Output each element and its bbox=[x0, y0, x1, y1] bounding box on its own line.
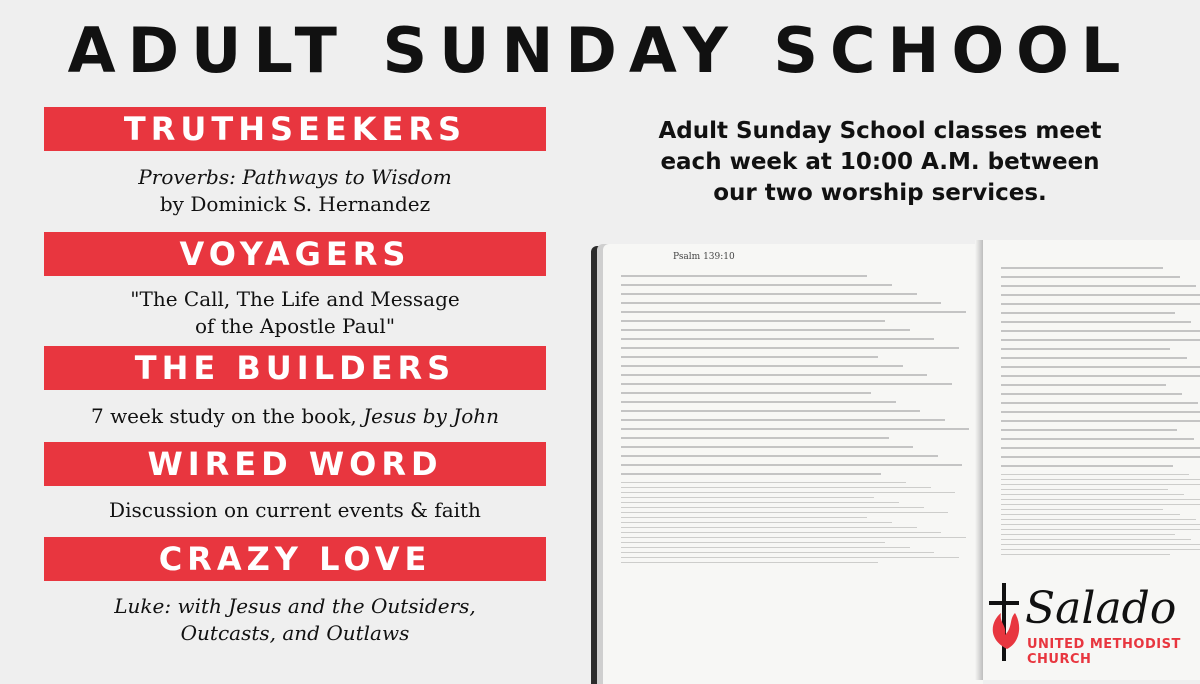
description-line: Outcasts, and Outlaws bbox=[180, 621, 410, 645]
page-title: ADULT SUNDAY SCHOOL bbox=[67, 14, 1133, 87]
text-line bbox=[621, 293, 917, 295]
text-line bbox=[621, 482, 906, 483]
meeting-info-line: each week at 10:00 A.M. between bbox=[660, 149, 1100, 175]
bible-page-header: Psalm 139:10 bbox=[673, 252, 735, 262]
text-line bbox=[621, 392, 871, 394]
meeting-info-line: Adult Sunday School classes meet bbox=[658, 118, 1102, 144]
text-line bbox=[621, 284, 892, 286]
text-line bbox=[621, 492, 955, 493]
text-line bbox=[1001, 514, 1180, 515]
text-line bbox=[1001, 420, 1200, 422]
text-line bbox=[621, 311, 966, 313]
text-line bbox=[621, 347, 959, 349]
text-line bbox=[1001, 285, 1196, 287]
text-line bbox=[1001, 509, 1163, 510]
text-line bbox=[1001, 489, 1168, 490]
class-description-crazy-love bbox=[44, 593, 546, 647]
text-line bbox=[1001, 504, 1200, 505]
text-line bbox=[1001, 456, 1200, 458]
text-line bbox=[621, 419, 945, 421]
text-line bbox=[621, 329, 910, 331]
class-description-voyagers bbox=[44, 286, 546, 340]
logo-subtitle: UNITED METHODIST CHURCH bbox=[1027, 637, 1181, 667]
text-line bbox=[1001, 519, 1196, 520]
text-line bbox=[1001, 393, 1182, 395]
bible-text-lines bbox=[1001, 260, 1200, 559]
text-line bbox=[621, 512, 948, 513]
class-description-wired-word: Discussion on current events & faith bbox=[109, 498, 481, 522]
text-line bbox=[621, 522, 892, 523]
class-banner-voyagers: VOYAGERS bbox=[44, 232, 546, 276]
text-line bbox=[1001, 539, 1191, 540]
text-line bbox=[1001, 479, 1200, 480]
bible-text-lines bbox=[621, 268, 973, 567]
text-line bbox=[1001, 447, 1200, 449]
meeting-info bbox=[600, 116, 1160, 209]
text-line bbox=[1001, 330, 1200, 332]
text-line bbox=[1001, 402, 1198, 404]
text-line bbox=[621, 446, 913, 448]
description-line: of the Apostle Paul" bbox=[194, 314, 396, 338]
text-line bbox=[621, 356, 878, 358]
logo-wordmark: Salado bbox=[1025, 583, 1177, 634]
text-line bbox=[1001, 366, 1200, 368]
description-text: 7 week study on the book, bbox=[90, 404, 364, 428]
class-banner-wired-word: WIRED WORD bbox=[44, 442, 546, 486]
text-line bbox=[621, 437, 889, 439]
cross-flame-icon bbox=[985, 579, 1027, 665]
text-line bbox=[621, 338, 934, 340]
text-line bbox=[621, 532, 941, 533]
text-line bbox=[621, 537, 966, 538]
text-line bbox=[621, 552, 934, 553]
text-line bbox=[621, 557, 959, 558]
text-line bbox=[1001, 357, 1187, 359]
text-line bbox=[1001, 484, 1200, 485]
text-line bbox=[1001, 303, 1200, 305]
text-line bbox=[621, 562, 878, 563]
text-line bbox=[1001, 375, 1200, 377]
text-line bbox=[621, 455, 938, 457]
description-line: by Dominick S. Hernandez bbox=[159, 192, 431, 216]
text-line bbox=[621, 365, 903, 367]
text-line bbox=[621, 502, 899, 503]
text-line bbox=[1001, 524, 1200, 525]
text-line bbox=[1001, 529, 1200, 530]
text-line bbox=[1001, 438, 1194, 440]
text-line bbox=[1001, 411, 1200, 413]
text-line bbox=[621, 527, 917, 528]
text-line bbox=[1001, 465, 1173, 467]
description-line: Luke: with Jesus and the Outsiders, bbox=[114, 594, 476, 618]
text-line bbox=[621, 320, 885, 322]
class-banner-truthseekers: TRUTHSEEKERS bbox=[44, 107, 546, 151]
text-line bbox=[621, 410, 920, 412]
text-line bbox=[1001, 429, 1177, 431]
text-line bbox=[1001, 554, 1170, 555]
text-line bbox=[1001, 348, 1170, 350]
text-line bbox=[1001, 499, 1200, 500]
text-line bbox=[621, 497, 874, 498]
text-line bbox=[621, 507, 924, 508]
text-line bbox=[1001, 267, 1163, 269]
text-line bbox=[621, 275, 867, 277]
text-line bbox=[1001, 544, 1200, 545]
text-line bbox=[1001, 321, 1191, 323]
text-line bbox=[621, 517, 867, 518]
text-line bbox=[621, 547, 910, 548]
text-line bbox=[1001, 294, 1200, 296]
text-line bbox=[621, 487, 931, 488]
description-line: Proverbs: Pathways to Wisdom bbox=[138, 165, 452, 189]
text-line bbox=[1001, 384, 1166, 386]
text-line bbox=[621, 428, 969, 430]
text-line bbox=[1001, 534, 1175, 535]
text-line bbox=[621, 542, 885, 543]
meeting-info-line: our two worship services. bbox=[713, 180, 1047, 206]
class-description-truthseekers bbox=[44, 164, 546, 218]
text-line bbox=[1001, 549, 1200, 550]
text-line bbox=[1001, 474, 1189, 475]
text-line bbox=[1001, 339, 1200, 341]
text-line bbox=[621, 473, 881, 475]
description-line: "The Call, The Life and Message bbox=[130, 287, 460, 311]
text-line bbox=[621, 401, 896, 403]
text-line bbox=[621, 383, 952, 385]
book-title: Jesus by John bbox=[363, 404, 499, 428]
text-line bbox=[1001, 312, 1175, 314]
class-banner-the-builders: THE BUILDERS bbox=[44, 346, 546, 390]
salado-umc-logo bbox=[985, 575, 1195, 665]
class-banner-crazy-love: CRAZY LOVE bbox=[44, 537, 546, 581]
text-line bbox=[1001, 494, 1184, 495]
text-line bbox=[621, 302, 941, 304]
text-line bbox=[621, 464, 962, 466]
text-line bbox=[1001, 276, 1180, 278]
class-description-the-builders bbox=[44, 403, 546, 430]
bible-left-page bbox=[603, 244, 983, 684]
text-line bbox=[621, 374, 927, 376]
